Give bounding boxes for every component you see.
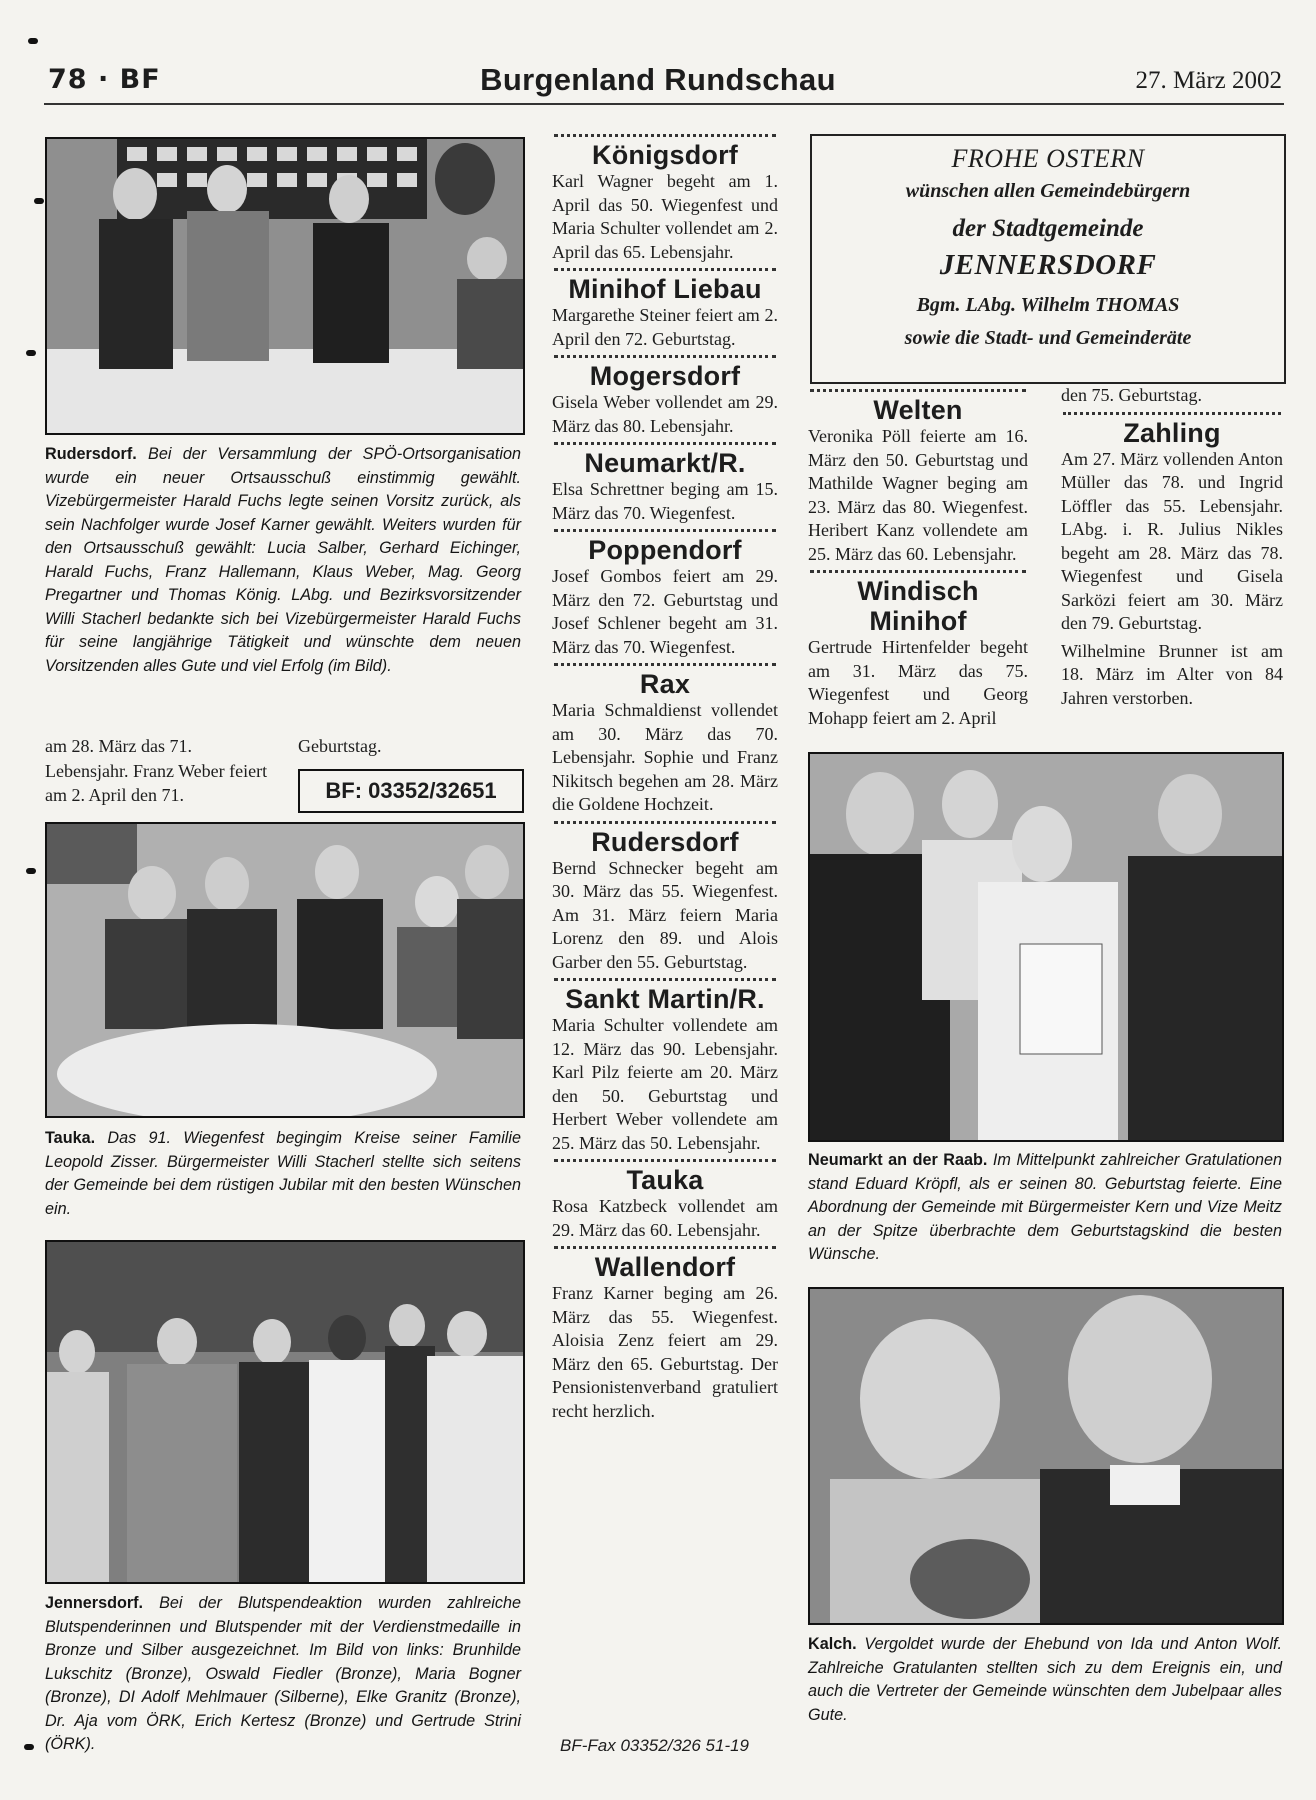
page-number: 78 · BF (48, 64, 161, 95)
town-heading: Minihof Liebau (568, 274, 762, 304)
dotted-divider (554, 978, 776, 981)
town-heading: Wallendorf (594, 1252, 736, 1282)
dotted-divider (554, 1246, 776, 1249)
town-text: Elsa Schrettner beging am 15. März das 70. Wiegenfest. (552, 479, 778, 523)
bf-fax: BF-Fax 03352/326 51-19 (560, 1736, 750, 1755)
dotted-divider (554, 134, 776, 137)
header-rule (44, 103, 1284, 105)
greeting-line: sowie die Stadt- und Gemeinderäte (904, 327, 1192, 349)
town-text: Karl Wagner begeht am 1. April das 50. Wiegenfest und Maria Schulter vollendet am 2. April das 65. Lebensjahr. (552, 171, 778, 262)
town-heading: Rudersdorf (591, 826, 739, 857)
issue-date: 27. März 2002 (1135, 67, 1282, 94)
dotted-divider (554, 355, 776, 358)
photo-kalch-golden-wedding (808, 1287, 1284, 1625)
town-text: Franz Karner beging am 26. März das 55. Wiegenfest. Aloisia Zenz feiert am 29. März den 65. Geburtstag. Der Pensionistenverband gratuliert recht herzlich. (552, 1283, 778, 1421)
caption-neumarkt (808, 1149, 1282, 1267)
town-text: Margarethe Steiner feiert am 2. April den 72. Geburtstag. (552, 305, 778, 349)
town-text: Veronika Pöll feierte am 16. März den 50. Geburtstag und Mathilde Wagner beging am 23. März das 80. Wiegenfest. Heribert Kanz vollendete am 25. März das 60. Lebensjahr. (808, 426, 1028, 564)
dotted-divider (810, 389, 1026, 392)
dotted-divider (554, 442, 776, 445)
town-text: Maria Schmaldienst vollendet am 30. März das 70. Lebensjahr. Sophie und Franz Nikitsch begehen am 28. März die Goldene Hochzeit. (552, 700, 778, 814)
greeting-line: der Stadtgemeinde (952, 215, 1144, 242)
scan-mark (24, 1744, 34, 1750)
town-text: Wilhelmine Brunner ist am 18. März im Alter von 84 Jahren verstorben. (1061, 640, 1283, 708)
caption-jennersdorf (45, 1592, 521, 1757)
photo-rudersdorf-meeting (45, 137, 525, 435)
dotted-divider (554, 268, 776, 271)
town-text: Am 27. März vollenden Anton Müller das 78. und Ingrid Löffler das 55. Lebensjahr. LAbg. i. R. Julius Nikles begeht am 28. März das 78. Wiegenfest und Gisela Sarközi feiert am 30. März den 79. Geburtstag. (1061, 448, 1283, 633)
greeting-line: wünschen allen Gemeindebürgern (905, 180, 1191, 202)
town-heading: Welten (873, 395, 963, 425)
town-heading: Mogersdorf (589, 361, 741, 391)
caption-place: Rudersdorf. (45, 445, 137, 463)
dotted-divider (554, 1159, 776, 1162)
town-text: Maria Schulter vollendete am 12. März das 90. Lebensjahr. Karl Pilz feierte am 20. März den 50. Geburtstag und Herbert Weber vollendete am 25. März das 50. Lebensjahr. (552, 1015, 778, 1153)
caption-text: Bei der Blutspendeaktion wurden zahlreiche Blutspenderinnen und Blutspender mit der Verdienstmedaille in Bronze und Silber ausgezeichnet. Im Bild von links: Brunhilde Lukschitz (Bronze), Oswald Fiedler (Bronze), Maria Bogner (Bronze), DI Adolf Mehlmauer (Silberne), Elke Granitz (Bronze), Dr. Aja vom ÖRK, Erich Kertesz (Bronze) und Gertrude Strini (ÖRK). (45, 1594, 521, 1753)
caption-text: Im Mittelpunkt zahlreicher Gratulationen stand Eduard Kröpfl, als er seinen 80. Geburtstag feierte. Eine Abordnung der Gemeinde mit Bürgermeister Kern und Vize Meitz an der Spitze überbrachte dem Geburtstagskind die besten Wünsche. (808, 1151, 1283, 1263)
birthday-column-3 (1061, 384, 1283, 714)
scan-mark (34, 198, 44, 204)
scan-mark (26, 868, 36, 874)
caption-place: Kalch. (808, 1635, 857, 1653)
scan-mark (26, 350, 36, 356)
town-text: den 75. Geburtstag. (1061, 385, 1202, 405)
dotted-divider (1063, 412, 1281, 415)
dotted-divider (554, 663, 776, 666)
caption-text: Bei der Versammlung der SPÖ-Ortsorganisation wurde ein neuer Ortsausschuß einstimmig gewählt. Vizebürgermeister Harald Fuchs legte seinen Vorsitz zurück, als sein Nachfolger wurde Josef Karner gewählt. Weiters wurden für den Ortsausschuß gewählt: Lucia Salber, Gerhard Eichinger, Harald Fuchs, Franz Hallemann, Klaus Weber, Mag. Georg Pregartner und Thomas König. LAbg. und Bezirksvorsitzender Willi Stacherl bedankte sich bei Vizebürgermeister Harald Fuchs für seine langjährige Tätigkeit und wünschte dem neuen Vorsitzenden alles Gute und viel Erfolg (im Bild). (45, 445, 521, 675)
town-text: Bernd Schnecker begeht am 30. März das 55. Wiegenfest. Am 31. März feiern Maria Lorenz den 89. und Alois Garber den 55. Geburtstag. (552, 857, 778, 972)
town-text: Gisela Weber vollendet am 29. März das 80. Lebensjahr. (552, 392, 778, 436)
town-heading: Poppendorf (588, 535, 742, 565)
dotted-divider (554, 529, 776, 532)
dotted-divider (554, 821, 776, 824)
scan-mark (28, 38, 38, 44)
greeting-line: JENNERSDORF (939, 249, 1157, 281)
town-heading: Tauka (626, 1165, 704, 1195)
bf-phone-box: BF: 03352/32651 (298, 769, 524, 813)
caption-place: Tauka. (45, 1129, 96, 1147)
photo-tauka-birthday (45, 822, 525, 1118)
greeting-line: FROHE OSTERN (951, 144, 1145, 173)
town-text: Josef Gombos feiert am 29. März den 72. Geburtstag und Josef Schlener begeht am 31. März das 70. Wiegenfest. (552, 566, 778, 657)
caption-place: Neumarkt an der Raab. (808, 1151, 988, 1169)
caption-rudersdorf (45, 443, 521, 678)
caption-text: Das 91. Wiegenfest begingim Kreise seiner Familie Leopold Zisser. Bürgermeister Willi Stacherl stellte sich seitens der Gemeinde bei dem rüstigen Jubilar mit den besten Wünschen ein. (45, 1129, 521, 1218)
continued-text-end: Geburtstag. (298, 736, 382, 756)
newspaper-title: Burgenland Rundschau (480, 62, 836, 97)
town-heading: Rax (639, 669, 691, 699)
dotted-divider (810, 570, 1026, 573)
town-heading: Königsdorf (592, 140, 738, 170)
birthday-column-2 (808, 389, 1028, 734)
town-text: Gertrude Hirtenfelder begeht am 31. März das 75. Wiegenfest und Georg Mohapp feiert am 2. April (808, 637, 1028, 728)
caption-text: Vergoldet wurde der Ehebund von Ida und Anton Wolf. Zahlreiche Gratulanten stellten sich zu dem Ereignis ein, und auch die Vertreter der Gemeinde wünschten dem Jubelpaar alles Gute. (808, 1635, 1282, 1724)
continued-text: am 28. März das 71. Lebensjahr. Franz Weber feiert am 2. April den 71. (45, 736, 268, 805)
photo-neumarkt-80th (808, 752, 1284, 1142)
town-text: Rosa Katzbeck vollendet am 29. März das 60. Lebensjahr. (552, 1196, 778, 1240)
caption-tauka (45, 1127, 521, 1221)
caption-kalch (808, 1633, 1282, 1727)
town-heading: Sankt Martin/R. (565, 984, 765, 1014)
photo-jennersdorf-blood-donation (45, 1240, 525, 1584)
caption-place: Jennersdorf. (45, 1594, 144, 1612)
town-heading: Windisch Minihof (857, 576, 979, 636)
easter-greeting-ad (810, 134, 1286, 384)
greeting-line: Bgm. LAbg. Wilhelm THOMAS (916, 294, 1180, 316)
town-heading: Zahling (1123, 417, 1221, 448)
town-heading: Neumarkt/R. (584, 448, 746, 478)
birthday-column (552, 134, 778, 1427)
